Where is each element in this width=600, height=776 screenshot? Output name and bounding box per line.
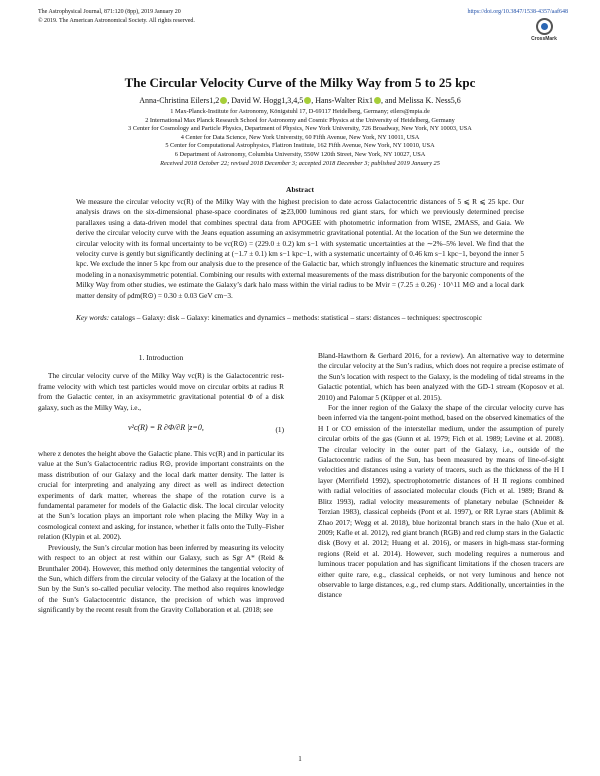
keywords-list: catalogs – Galaxy: disk – Galaxy: kinematics and dynamics – methods: statistical – stars: distances – techniques: spectroscopic xyxy=(111,313,483,322)
paragraph: where z denotes the height above the Galactic plane. This vc(R) and in particular its value at the Sun’s Galactocentric radius R⊙, provide important constraints on the mass distribution of our Galaxy and the local dark matter density. The latter is crucial for interpreting and analyzing any direct as well as indirect detection experiments of dark matter, whereas the shape of the rotation curve is a fundamental parameter for models of the Galactic disk. The local circular velocity at the Sun’s location plays an important role when placing the Milky Way in a cosmological context and asking, for instance, whether it falls onto the Tully–Fisher relation (Klypin et al. 2002). xyxy=(38,449,284,542)
affiliation: 1 Max-Planck-Institute for Astronomy, Königstuhl 17, D-69117 Heidelberg, Germany; eilers@mpia.de xyxy=(170,108,430,115)
equation-number: (1) xyxy=(275,425,284,435)
paragraph: The circular velocity curve of the Milky Way vc(R) is the Galactocentric rest-frame velocity with which test particles would move on circular orbits at radius R from the Galactic center, in an axisymmetric gravitational potential Φ of a disk galaxy, such as the Milky Way, i.e., xyxy=(38,371,284,412)
orcid-icon[interactable] xyxy=(220,97,227,104)
affiliation: 4 Center for Data Science, New York University, 60 Fifth Avenue, New York, NY 10011, USA xyxy=(180,133,420,141)
affiliation: 5 Center for Computational Astrophysics, Flatiron Institute, 162 Fifth Avenue, New York, NY 10010, USA xyxy=(165,142,435,150)
affiliation: 3 Center for Cosmology and Particle Physics, Department of Physics, New York University, 726 Broadway, New York, NY 10003, USA xyxy=(128,125,472,133)
author-2: David W. Hogg1,3,4,5 xyxy=(231,96,304,105)
orcid-icon[interactable] xyxy=(374,97,381,104)
author-1: Anna-Christina Eilers1,2 xyxy=(139,96,220,105)
affiliations xyxy=(40,108,560,168)
doi-link[interactable]: https://doi.org/10.3847/1538-4357/aaf648 xyxy=(467,9,568,15)
section-heading: 1. Introduction xyxy=(138,353,184,362)
crossmark-icon xyxy=(536,18,553,35)
equation-1 xyxy=(38,417,284,445)
equation-formula: v²c(R) = R ∂Φ/∂R |z=0, xyxy=(128,423,204,433)
journal-citation: The Astrophysical Journal, 871:120 (8pp), 2019 January 20 xyxy=(38,9,181,15)
left-column xyxy=(38,353,284,616)
abstract-heading: Abstract xyxy=(286,185,314,194)
paragraph: For the inner region of the Galaxy the shape of the circular velocity curve has been inferred via the tangent-point method, based on the observed kinematics of the H I or CO emission of the interstellar medium, under the assumption of purely circular orbits of the gas (Gunn et al. 1979; Fich et al. 1989; Levine et al. 2008). The circular velocity in the outer part of the Galaxy, i.e., outside of the Galactocentric radius of the Sun, has been measured by means of line-of-sight velocities and distances using a variety of tracers, such as the thickness of the H I layer (Merrifield 1992), spectrophotometric distances of H II regions combined with radial velocities of associated molecular clouds (Fich et al. 1989; Brand & Blitz 1993), radial velocity measurements of planetary nebulae (Schneider & Terzian 1983), classical cepheids (Pont et al. 1997), or RR Lyrae stars (Ablimit & Zhao 2017; Wegg et al. 2018), blue horizontal branch stars in the halo (Xue et al. 2009; Kafle et al. 2012), red giant branch (RGB) and red clump stars in the Galactic disk (Bovy et al. 2012; Huang et al. 2016), or masers in high-mass star-forming regions (Reid et al. 2014). However, such modeling requires a numerous and luminous tracer population and has significant limitations if the chosen tracers are either quite rare, e.g., classical cepheids, or not very luminous and hence not observable to large distances, e.g., red clump stars. Additionally, uncertainties in the distance xyxy=(318,403,564,600)
crossmark-label: CrossMark xyxy=(531,36,557,42)
author-3: Hans-Walter Rix1 xyxy=(315,96,373,105)
affiliation: 2 International Max Planck Research School for Astronomy and Cosmic Physics at the University of Heidelberg, Germany xyxy=(145,116,455,124)
copyright-line: © 2019. The American Astronomical Society. All rights reserved. xyxy=(38,18,195,24)
crossmark-logo[interactable] xyxy=(526,18,562,42)
paper-title: The Circular Velocity Curve of the Milky Way from 5 to 25 kpc xyxy=(124,75,476,90)
paragraph: Previously, the Sun’s circular motion has been inferred by measuring its velocity with respect to an object at rest within our Galaxy, such as Sgr A* (Reid & Brunthaler 2004). However, this method only determines the tangential velocity of the Sun, which differs from the circular velocity of the Galaxy at the location of the Sun by the Sun’s so-called peculiar velocity. The method also requires knowledge of the Sun’s Galactocentric distance, the precision of which was improved significantly by the recent result from the Gravity Collaboration et al. (2018; see xyxy=(38,542,284,615)
paragraph: Bland-Hawthorn & Gerhard 2016, for a review). An alternative way to determine the circular velocity at the Sun’s radius, which does not require a precise estimate of the Sun’s location with respect to the Galaxy, is the modeling of tidal streams in the Galactic potential, which has been analyzed with the GD-1 stream (Koposov et al. 2010) and Palomar 5 (Küpper et al. 2015). xyxy=(318,351,564,402)
orcid-icon[interactable] xyxy=(304,97,311,104)
abstract-text: We measure the circular velocity vc(R) of the Milky Way with the highest precision to date across Galactocentric distances of 5 ⩽ R ⩽ 25 kpc. Our analysis draws on the six-dimensional phase-space coordinates of ≳23,000 luminous red giant stars, for which we previously determined precise parallaxes using a data-driven model that combines spectral data from APOGEE with photometric information from WISE, 2MASS, and Gaia. We derive the circular velocity curve with the Jeans equation assuming an axisymmetric gravitational potential. At the location of the Sun we determine the circular velocity with its formal uncertainty to be vc(R⊙) = (229.0 ± 0.2) km s−1 with systematic uncertainties at the ∼2%–5% level. We find that the velocity curve is gently but significantly declining at (−1.7 ± 0.1) km s−1 kpc−1, with a systematic uncertainty of 0.46 km s−1 kpc−1, beyond the inner 5 kpc. We exclude the inner 5 kpc from our analysis due to the presence of the Galactic bar, which strongly influences the kinematic structure and requires modeling in a nonaxisymmetric potential. Combining our results with external measurements of the mass distribution for the baryonic components of the Milky Way from other studies, we estimate the Galaxy’s dark halo mass within the virial radius to be Mvir = (7.25 ± 0.26) · 10^11 M⊙ and a local dark matter density of ρdm(R⊙) = 0.30 ± 0.03 GeV cm−3. xyxy=(76,197,524,300)
right-column xyxy=(318,351,564,601)
author-4: and Melissa K. Ness5,6 xyxy=(385,96,461,105)
affiliation: 6 Department of Astronomy, Columbia University, 550W 120th Street, New York, NY 10027, USA xyxy=(174,150,426,158)
keywords-label: Key words: xyxy=(76,313,110,322)
publication-dates: Received 2018 October 22; revised 2018 December 3; accepted 2018 December 3; published 2019 January 25 xyxy=(160,159,440,167)
author-list: Anna-Christina Eilers1,2 , David W. Hogg1,3,4,5 , Hans-Walter Rix1 , and Melissa K. Ness5,6 xyxy=(139,96,461,105)
keywords xyxy=(76,313,524,323)
page-number: 1 xyxy=(298,755,302,763)
